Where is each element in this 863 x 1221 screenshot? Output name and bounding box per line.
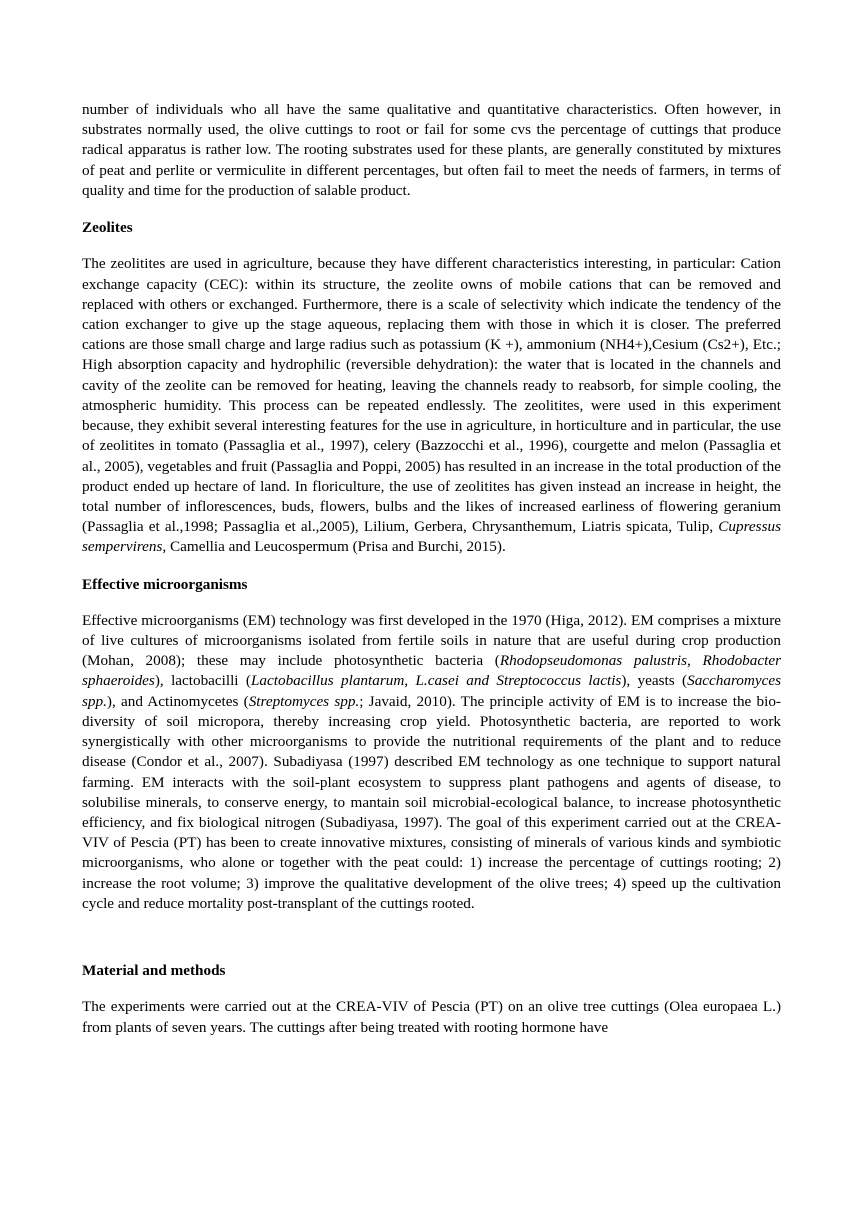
paragraph-intro: number of individuals who all have the same qualitative and quantitative characteristics. Often however, in substrates normally used, the olive cuttings to root or fail for some cvs the percentage of cuttings that produce radical apparatus is rather low. The rooting substrates used for these plants, are generally constituted by mixtures of peat and perlite or vermiculite in different percentages, but often fail to meet the needs of farmers, in terms of quality and time for the production of salable product.	[82, 101, 781, 199]
text-run: Effective microorganisms (EM) technology was first developed in the 1970 (Higa, 2012). EM comprises a mixture of live cultures of microorganisms isolated from fertile soils in nature that are useful during crop production (Mohan, 2008); these may include photosynthetic bacteria (	[82, 611, 781, 670]
text-run-italic: Streptomyces spp.	[248, 692, 360, 710]
text-run: ; Javaid, 2010). The principle activity of EM is to increase the bio-diversity of soil micropora, thereby increasing crop yield. Photosynthetic bacteria, are reported to work synergistically with other microorganisms to provide the nutritional requirements of the plant and to reduce disease (Condor et al., 2007). Subadiyasa (1997) described EM technology as one technique to support natural farming. EM interacts with the soil-plant ecosystem to suppress plant pathogens and agents of disease, to solubilise minerals, to conserve energy, to mantain soil microbial-ecological balance, to increase photosynthetic efficiency, and fix biological nitrogen (Subadiyasa, 1997). The goal of this experiment carried out at the CREA-VIV of Pescia (PT) has been to create innovative mixtures, consisting of minerals of various kinds and symbiotic microorganisms, who alone or together with the peat could: 1) increase the percentage of cuttings rooting; 2) increase the root volume; 3) improve the qualitative development of the olive trees; 4) speed up the cultivation cycle and reduce mortality post-transplant of the cuttings rooted.	[82, 692, 781, 912]
paragraph-material-and-methods: The experiments were carried out at the CREA-VIV of Pescia (PT) on an olive tree cuttings (Olea europaea L.) from plants of seven years. The cuttings after being treated with rooting hormone have	[82, 998, 781, 1036]
section-spacer	[82, 931, 781, 961]
text-run-italic: Saccharomyces spp.	[82, 672, 781, 710]
section-heading-effective-microorganisms: Effective microorganisms	[82, 575, 248, 593]
text-run-italic: Lactobacillus plantarum, L.casei and Streptococcus lactis	[250, 672, 622, 690]
text-run-italic: Cupressus sempervirens	[82, 518, 781, 556]
paragraph-zeolites	[82, 254, 781, 557]
text-run-italic: Rhodopseudomonas palustris, Rhodobacter sphaeroides	[82, 652, 781, 690]
text-run: The zeolitites are used in agriculture, because they have different characteristics interesting, in particular: Cation exchange capacity (CEC): within its structure, the zeolite owns of mobile cations that can be removed and replaced with others or exchanged. Furthermore, there is a scale of selectivity which indicate the tendency of the cation exchanger to give up the stage aqueous, replacing them with those in which it is closer. The preferred cations are those small charge and large radius such as potassium (K +), ammonium (NH4+),Cesium (Cs2+), Etc.; High absorption capacity and hydrophilic (reversible dehydration): the water that is located in the channels and cavity of the zeolite can be removed for heating, leaving the channels ready to reabsorb, for simple cooling, the atmospheric humidity. This process can be repeated endlessly. The zeolitites, were used in this experiment because, they exhibit several interesting features for the use in agriculture, in horticulture and in particular, the use of zeolitites in tomato (Passaglia et al., 1997), celery (Bazzocchi et al., 1996), courgette and melon (Passaglia et al., 2005), vegetables and fruit (Passaglia and Poppi, 2005) has resulted in an increase in the total production of the product ended up hectare of land. In floriculture, the use of zeolitites has given instead an increase in height, the total number of inflorescences, buds, flowers, bulbs and the likes of increased earliness of flowering geranium (Passaglia et al.,1998; Passaglia et al.,2005), Lilium, Gerbera, Chrysanthemum, Liatris spicata, Tulip,	[82, 255, 781, 536]
paragraph-effective-microorganisms	[82, 611, 781, 914]
text-run: , Camellia and Leucospermum (Prisa and Burchi, 2015).	[162, 538, 506, 556]
section-heading-material-and-methods: Material and methods	[82, 962, 226, 980]
section-heading-zeolites: Zeolites	[82, 219, 133, 237]
text-run: ), yeasts (	[621, 672, 688, 690]
text-run: ), lactobacilli (	[154, 672, 251, 690]
text-run: ), and Actinomycetes (	[106, 692, 249, 710]
